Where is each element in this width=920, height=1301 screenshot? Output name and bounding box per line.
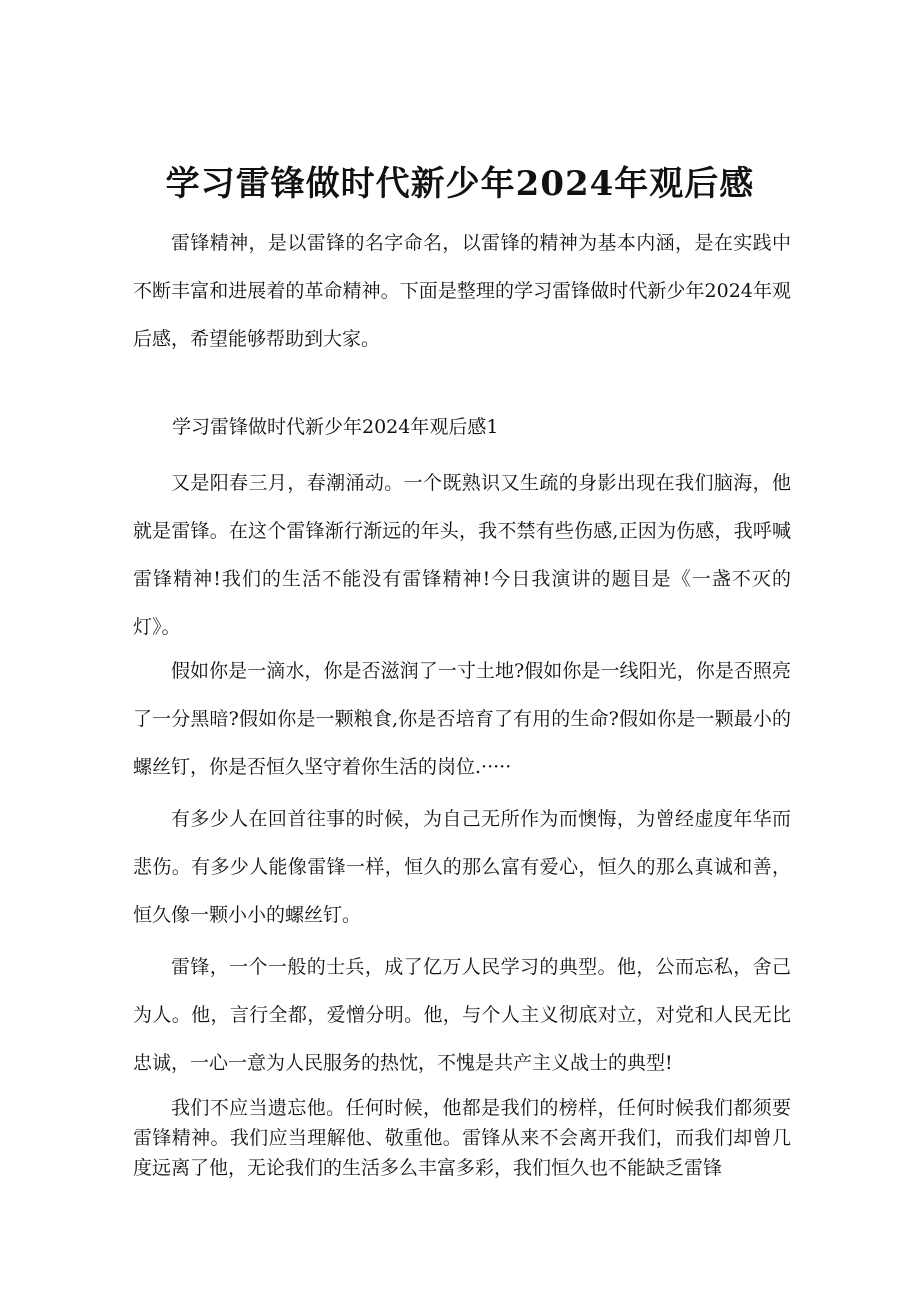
body-paragraph-1: 又是阳春三月，春潮涌动。一个既熟识又生疏的身影出现在我们脑海，他就是雷锋。在这个雷锋渐行渐远的年头，我不禁有些伤感,正因为伤感，我呼喊雷锋精神!我们的生活不能没有雷锋精神!今日我演讲的题目是《一盏不灭的灯》。 — [133, 472, 791, 638]
body-paragraph-2: 假如你是一滴水，你是否滋润了一寸土地?假如你是一线阳光，你是否照亮了一分黑暗?假如你是一颗粮食,你是否培育了有用的生命?假如你是一颗最小的螺丝钉，你是否恒久坚守着你生活的岗位.····· — [133, 660, 791, 778]
body-paragraph-5: 我们不应当遗忘他。任何时候，他都是我们的榜样，任何时候我们都须要雷锋精神。我们应当理解他、敬重他。雷锋从来不会离开我们，而我们却曾几度远离了他，无论我们的生活多么丰富多彩，我们恒久也不能缺乏雷锋 — [133, 1097, 791, 1179]
body-paragraph-4: 雷锋，一个一般的士兵，成了亿万人民学习的典型。他，公而忘私，舍己为人。他，言行全都，爱憎分明。他，与个人主义彻底对立，对党和人民无比忠诚，一心一意为人民服务的热忱，不愧是共产主义战士的典型! — [133, 956, 791, 1074]
body-paragraph-3: 有多少人在回首往事的时候，为自己无所作为而懊悔，为曾经虚度年华而悲伤。有多少人能像雷锋一样，恒久的那么富有爱心，恒久的那么真诚和善，恒久像一颗小小的螺丝钉。 — [133, 808, 791, 926]
intro-paragraph: 雷锋精神，是以雷锋的名字命名，以雷锋的精神为基本内涵，是在实践中不断丰富和进展着的革命精神。下面是整理的学习雷锋做时代新少年2024年观后感，希望能够帮助到大家。 — [133, 232, 791, 350]
document-title: 学习雷锋做时代新少年2024年观后感 — [165, 163, 755, 204]
section-heading: 学习雷锋做时代新少年2024年观后感1 — [172, 416, 499, 438]
